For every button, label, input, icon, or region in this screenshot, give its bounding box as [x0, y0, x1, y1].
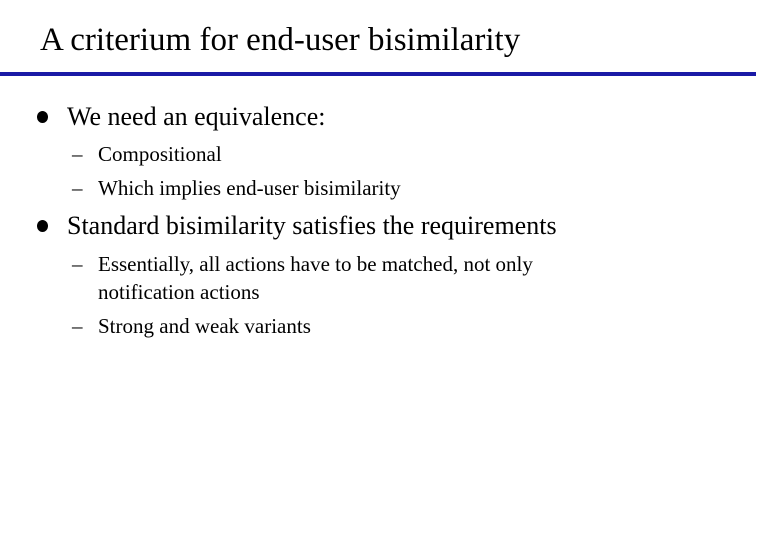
bullet-item	[0, 100, 780, 134]
title-divider	[0, 72, 756, 76]
sub-item-text: Essentially, all actions have to be matched, not only	[98, 252, 533, 276]
sub-item	[0, 312, 780, 340]
sub-item	[0, 140, 780, 168]
sub-item-text: Compositional	[98, 142, 222, 166]
bullet-dot-icon	[37, 220, 48, 232]
bullet-dot-icon	[37, 111, 48, 123]
bullet-item	[0, 209, 780, 243]
sub-item	[0, 174, 780, 202]
bullet-text: Standard bisimilarity satisfies the requirements	[67, 211, 557, 240]
sub-item-text: Which implies end-user bisimilarity	[98, 176, 401, 200]
slide-title: A criterium for end-user bisimilarity	[40, 22, 521, 58]
sub-item-text-continued: notification actions	[98, 280, 260, 304]
dash-marker: –	[72, 252, 83, 276]
sub-item-text: Strong and weak variants	[98, 314, 311, 338]
dash-marker: –	[72, 314, 83, 338]
dash-marker: –	[72, 142, 83, 166]
sub-item	[0, 250, 780, 306]
dash-marker: –	[72, 176, 83, 200]
bullet-text: We need an equivalence:	[67, 102, 326, 131]
